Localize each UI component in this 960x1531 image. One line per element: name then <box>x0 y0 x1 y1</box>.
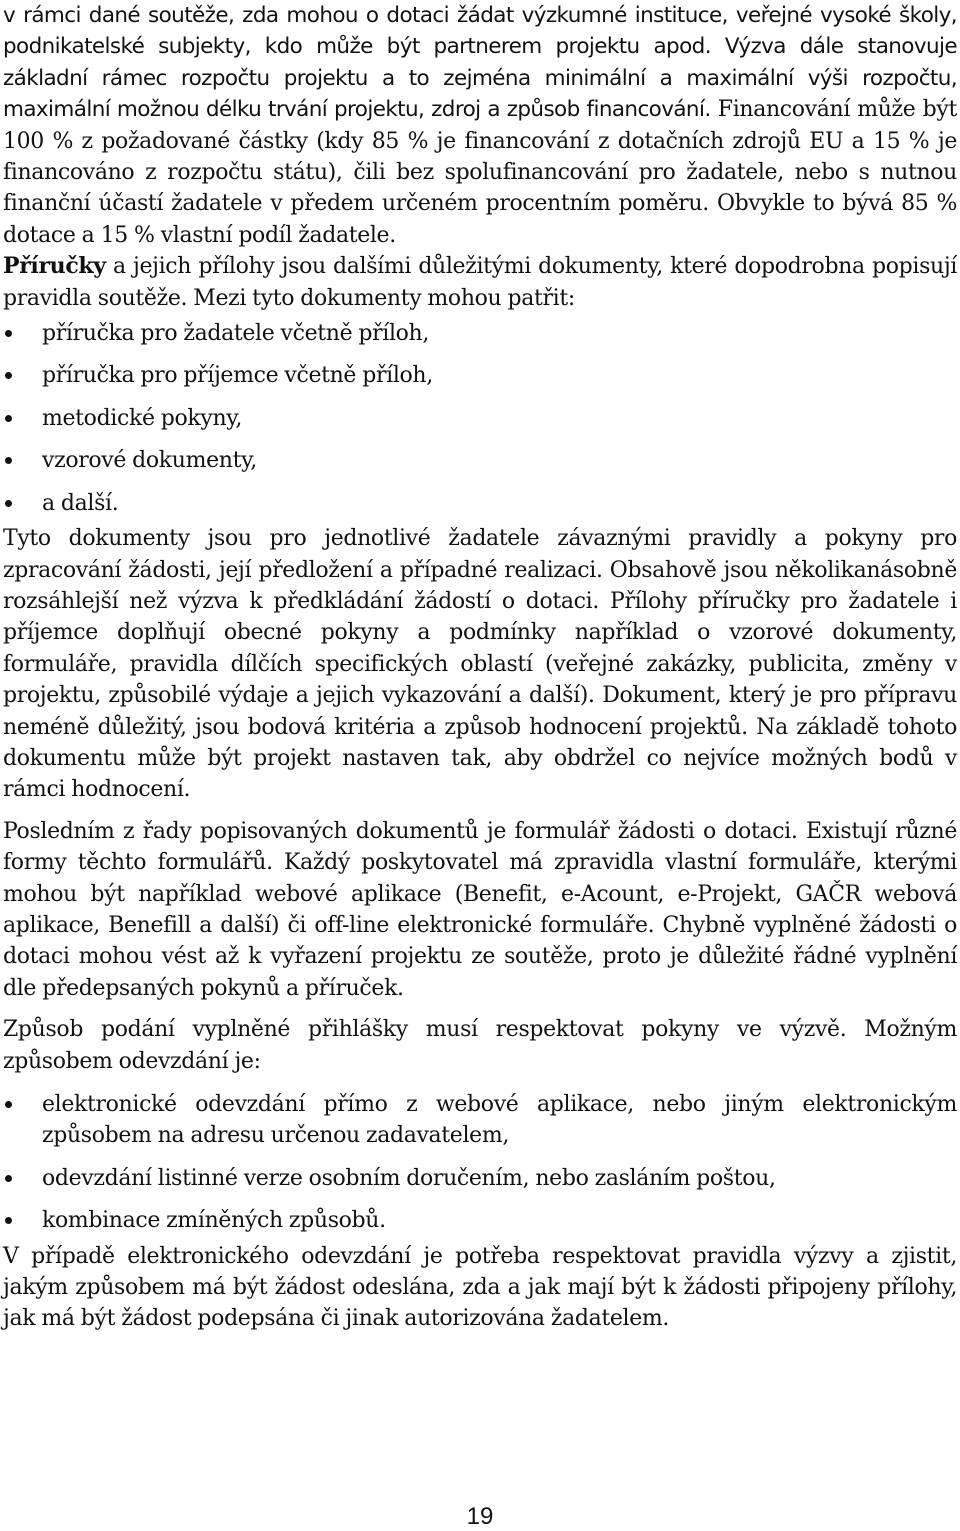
paragraph-handbooks <box>3 251 957 314</box>
bullet-icon <box>5 415 12 422</box>
list-item-text: příručka pro příjemce včetně příloh, <box>42 363 433 389</box>
list-item-text: vzorové dokumenty, <box>42 448 257 474</box>
list-item <box>3 360 957 391</box>
list-item <box>3 1205 957 1236</box>
list-item <box>3 403 957 434</box>
list-item-text: odevzdání listinné verze osobním doručením, nebo zasláním poštou, <box>42 1165 776 1191</box>
paragraph-intro-sans-part: v rámci dané soutěže, zda mohou o dotaci žádat výzkumné instituce, veřejné vysoké školy, podnikatelské subjekty, kdo může být partnerem projektu apod. Výzva dále stanovuje základní rámec rozpočtu projektu a to zejména minimální a maximální výši rozpočtu, maximální možnou délku trvání projektu, zdroj a způsob financování. <box>3 3 957 123</box>
bullet-icon <box>5 457 12 464</box>
paragraph-electronic-submission: V případě elektronického odevzdání je potřeba respektovat pravidla výzvy a zjistit, jakým způsobem má být žádost odeslána, zda a jak mají být k žádosti připojeny přílohy, jak má být žádost podepsána či jinak autorizována žadatelem. <box>3 1243 957 1332</box>
list-item-text: kombinace zmíněných způsobů. <box>42 1208 386 1234</box>
paragraph-intro <box>3 0 957 251</box>
list-item <box>3 445 957 476</box>
submission-methods-list <box>3 1089 957 1237</box>
paragraph-application-form: Posledním z řady popisovaných dokumentů je formulář žádosti o dotaci. Existují různé formy těchto formulářů. Každý poskytovatel má zpravidla vlastní formuláře, kterými mohou být například webové aplikace (Benefit, e-Acount, e-Projekt, GAČR webová aplikace, Benefill a další) či off-line elektronické formuláře. Chybně vyplněné žádosti o dotaci mohou vést až k vyřazení projektu ze soutěže, proto je důležité řádné vyplnění dle předepsaných pokynů a příruček. <box>3 818 957 1001</box>
paragraph-binding-rules: Tyto dokumenty jsou pro jednotlivé žadatele závaznými pravidly a pokyny pro zpracování žádosti, její předložení a případné realizaci. Obsahově jsou několikanásobně rozsáhlejší než výzva k předkládání žádostí o dotaci. Přílohy příručky pro žadatele i příjemce doplňují obecné pokyny a podmínky například o vzorové dokumenty, formuláře, pravidla dílčích specifických oblastí (veřejné zakázky, publicita, změny v projektu, způsobilé výdaje a jejich vykazování a další). Dokument, který je pro přípravu neméně důležitý, jsou bodová kritéria a způsob hodnocení projektů. Na základě tohoto dokumentu může být projekt nastaven tak, aby obdržel co nejvíce možných bodů v rámci hodnocení. <box>3 526 957 803</box>
list-item-text: metodické pokyny, <box>42 405 243 431</box>
list-item-text: elektronické odevzdání přímo z webové aplikace, nebo jiným elektronickým způsobem na adresu určenou zadavatelem, <box>42 1092 957 1149</box>
list-item-text: a další. <box>42 490 119 516</box>
paragraph-intro-serif-part: Financování může být 100 % z požadované částky (kdy 85 % je financování z dotačních zdrojů EU a 15 % je financováno z rozpočtu státu), čili bez spolufinancování pro žadatele, nebo s nutnou finanční účastí žadatele v předem určeném procentním poměru. Obvykle to bývá 85 % dotace a 15 % vlastní podíl žadatele. <box>3 97 957 248</box>
document-types-list <box>3 318 957 519</box>
bullet-icon <box>5 1217 12 1224</box>
bullet-icon <box>5 330 12 337</box>
list-item <box>3 318 957 349</box>
bullet-icon <box>5 1175 12 1182</box>
handbooks-term: Příručky <box>3 253 106 280</box>
bullet-icon <box>5 372 12 379</box>
document-page <box>3 0 957 1335</box>
bullet-icon <box>5 500 12 507</box>
list-item-text: příručka pro žadatele včetně příloh, <box>42 321 430 347</box>
handbooks-text: a jejich přílohy jsou dalšími důležitými dokumenty, které dopodrobna popisují pravidla soutěže. Mezi tyto dokumenty mohou patřit: <box>3 254 957 311</box>
list-item <box>3 1163 957 1194</box>
list-item <box>3 488 957 519</box>
list-item <box>3 1089 957 1152</box>
paragraph-submission-method: Způsob podání vyplněné přihlášky musí respektovat pokyny ve výzvě. Možným způsobem odevzdání je: <box>3 1017 957 1074</box>
page-number: 19 <box>466 1503 494 1530</box>
bullet-icon <box>5 1101 12 1108</box>
